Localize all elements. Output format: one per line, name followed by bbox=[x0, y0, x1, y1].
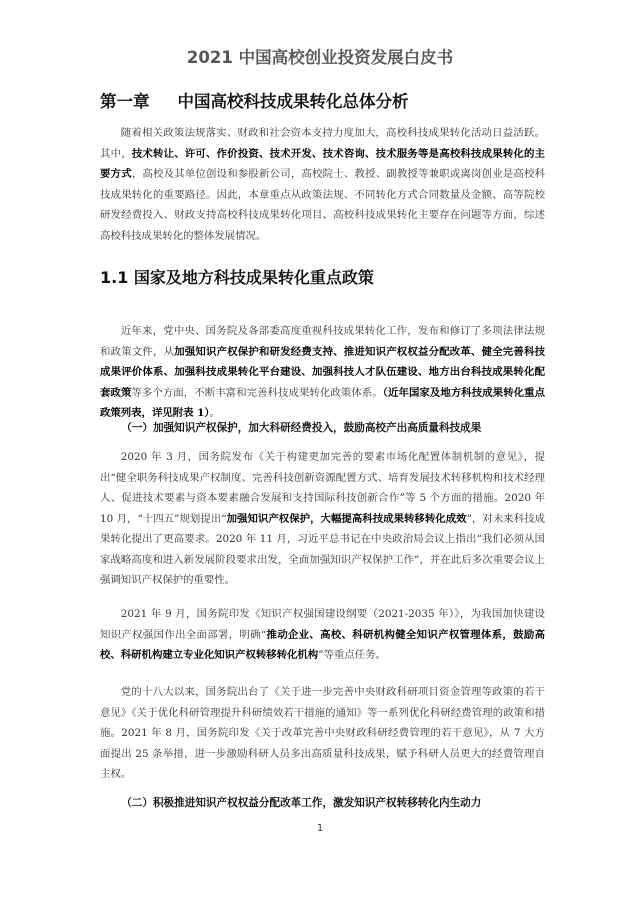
text-run: ”，对未来科技成果转化提出了更高要求。2020 年 11 月，习近平总书记在中央政治局会议上指出“我们必须从国家战略高度和进入新发展阶段要求出发，全面加强知识产权保护工作”，并在此后多次重要会议上强调知识产权保护的重要性。 bbox=[100, 512, 545, 586]
paragraph-2020-policies bbox=[100, 447, 545, 591]
text-run: 2021 年 9 月，国务院印发《知识产权强国建设纲要（2021-2035 年）》，为我国加快建设知识产权强国作出全面部署，明确“ bbox=[100, 608, 545, 641]
document-title: 2021 中国高校创业投资发展白皮书 bbox=[186, 48, 454, 67]
text-run: 。 bbox=[209, 407, 220, 419]
paragraph-2021-ip-outline bbox=[100, 604, 545, 666]
bold-run: 加强知识产权保护和研发经费支持、推进知识产权权益分配改革、健全完善科技成果评价体系、加强科技成果转化平台建设、加强科技人才队伍建设、地方出台科技成果转化配套政策 bbox=[100, 345, 545, 399]
bold-run: 技术转让、许可、作价投资、技术开发、技术咨询、技术服务等是高校科技成果转化的主要方式 bbox=[100, 147, 546, 180]
chapter-heading bbox=[100, 88, 409, 112]
chapter-title: 中国高校科技成果转化总体分析 bbox=[177, 92, 409, 111]
text-run: 等多个方面，不断丰富和完善科技成果转化政策体系。 bbox=[131, 386, 383, 399]
text-run: ”等重点任务。 bbox=[318, 649, 386, 661]
subheading-ip-rights-reform: （二）积极推进知识产权权益分配改革工作，激发知识产权转移转化内生动力 bbox=[121, 797, 482, 809]
section-heading-1-1: 1.1 国家及地方科技成果转化重点政策 bbox=[100, 268, 374, 287]
chapter-number: 第一章 bbox=[100, 92, 150, 111]
paragraph-research-funding bbox=[100, 682, 545, 785]
text-run: 2020 年 3 月，国务院发布《关于构建更加完善的要素市场化配置体制机制的意见》，提出“健全职务科技成果产权制度、完善科技创新资源配置方式、培育发展技术转移机构和技术经理人、促进技术要素与资本要素融合发展和支持国际科技创新合作”等 5 个方面的措施。2020 年 10 月，“十四五”规划提出“ bbox=[100, 451, 545, 525]
text-run: ，高校及其单位创设和参股新公司，高校院士、教授、副教授等兼职或离岗创业是高校科技成果转化的重要路径。因此，本章重点从政策法规、不同转化方式合同数量及金额、高等院校研发经费投入、财政支持高校科技成果转化项目、高校科技成果转化主要存在问题等方面，综述高校科技成果转化的整体发展情况。 bbox=[100, 168, 546, 242]
policy-paragraph bbox=[100, 321, 545, 424]
subheading-ip-protection: （一）加强知识产权保护，加大科研经费投入，鼓励高校产出高质量科技成果 bbox=[121, 422, 482, 434]
text-run: 近年来，党中央、国务院及各部委高度重视科技成果转化工作，发布和修订了多项法律法规和政策文件，从 bbox=[100, 325, 545, 358]
bold-run: 加强知识产权保护，大幅提高科技成果转移转化成效 bbox=[226, 512, 467, 525]
bold-run: 推动企业、高校、科研机构健全知识产权管理体系，鼓励高校、科研机构建立专业化知识产权转移转化机构 bbox=[100, 628, 545, 661]
text-run: 党的十八大以来，国务院出台了《关于进一步完善中央财政科研项目资金管理等政策的若干意见》《关于优化科研管理提升科研绩效若干措施的通知》等一系列优化科研经费管理的政策和措施。2021 年 8 月，国务院印发《关于改革完善中央财政科研经费管理的若干意见》，从 7 大方面提出 25 条举措，进一步激励科研人员多出高质量科技成果，赋予科研人员更大的经费管理自主权。 bbox=[100, 686, 545, 780]
page-number: 1 bbox=[316, 823, 324, 834]
bold-run: （近年国家及地方科技成果转化重点政策列表，详见附表 1） bbox=[100, 386, 545, 419]
intro-paragraph bbox=[100, 123, 545, 246]
text-run: 随着相关政策法规落实、财政和社会资本支持力度加大，高校科技成果转化活动日益活跃。其中， bbox=[100, 127, 545, 160]
